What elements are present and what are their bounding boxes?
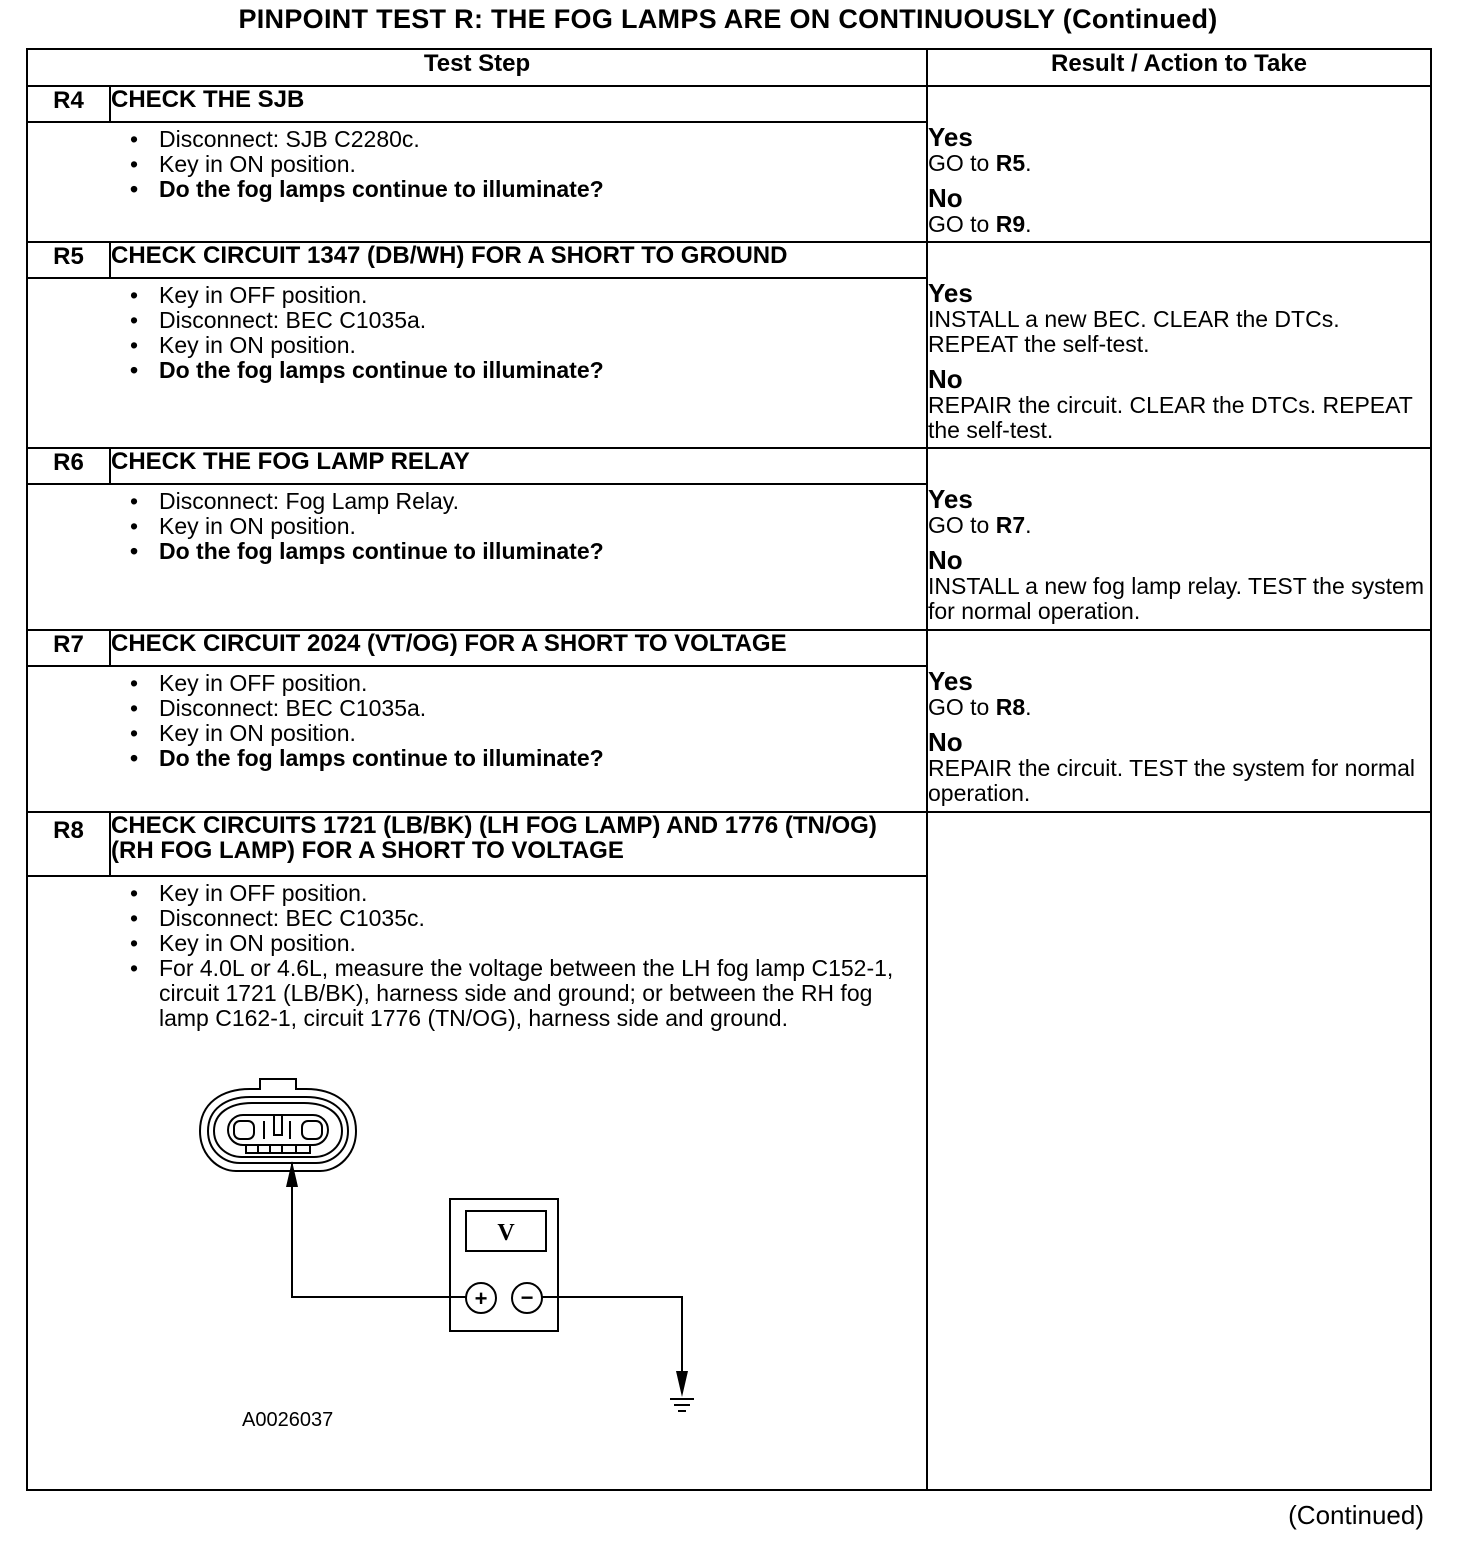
step-number: R8 xyxy=(27,812,110,876)
test-step-header: Test Step xyxy=(27,49,927,86)
step-result-empty xyxy=(927,812,1431,1490)
ground-symbol xyxy=(670,1399,694,1411)
step-number: R7 xyxy=(27,630,110,666)
step-result xyxy=(927,630,1431,812)
step-link[interactable]: R9 xyxy=(995,211,1026,237)
list-item: • Disconnect: SJB C2280c. xyxy=(122,127,914,152)
probe-lead xyxy=(292,1163,466,1297)
continued-label: (Continued) xyxy=(1288,1500,1424,1530)
list-item: • Key in OFF position. xyxy=(122,671,914,696)
list-item: • Disconnect: BEC C1035a. xyxy=(122,696,914,721)
step-question: • Do the fog lamps continue to illuminate? xyxy=(122,358,914,383)
step-instructions xyxy=(110,484,927,630)
table-header-row xyxy=(27,49,1431,86)
page-title: PINPOINT TEST R: THE FOG LAMPS ARE ON CONTINUOUSLY (Continued) xyxy=(238,4,1218,34)
no-label: No xyxy=(928,364,963,394)
step-question: • Do the fog lamps continue to illuminate? xyxy=(122,539,914,564)
list-item: • Disconnect: BEC C1035a. xyxy=(122,308,914,333)
step-name: CHECK THE SJB xyxy=(110,86,927,122)
list-item: • For 4.0L or 4.6L, measure the voltage between the LH fog lamp C152-1, circuit 1721 (LB/BK), harness side and ground; or between the RH fog lamp C162-1, circuit 1776 (TN/OG), harness side and ground. xyxy=(122,956,914,1031)
step-result xyxy=(927,242,1431,448)
step-result xyxy=(927,86,1431,242)
list-item: • Disconnect: BEC C1035c. xyxy=(122,906,914,931)
step-row-r4 xyxy=(27,86,1431,122)
list-item: • Key in ON position. xyxy=(122,333,914,358)
connector-voltmeter-diagram xyxy=(110,1031,810,1471)
yes-label: Yes xyxy=(928,278,973,308)
ground-lead xyxy=(542,1297,682,1391)
list-item: • Key in OFF position. xyxy=(122,881,914,906)
pinpoint-test-table xyxy=(26,48,1432,1491)
step-link[interactable]: R5 xyxy=(995,150,1026,176)
no-label: No xyxy=(928,545,963,575)
step-row-r7 xyxy=(27,630,1431,666)
result-header: Result / Action to Take xyxy=(927,49,1431,86)
plus-label: + xyxy=(474,1286,488,1311)
no-action: REPAIR the circuit. TEST the system for normal operation. xyxy=(928,755,1415,806)
step-name: CHECK CIRCUITS 1721 (LB/BK) (LH FOG LAMP) AND 1776 (TN/OG) (RH FOG LAMP) FOR A SHORT TO VOLTAGE xyxy=(110,812,927,876)
list-item: • Key in ON position. xyxy=(122,152,914,177)
list-item: • Disconnect: Fog Lamp Relay. xyxy=(122,489,914,514)
step-row-r8 xyxy=(27,812,1431,876)
no-action: INSTALL a new fog lamp relay. TEST the system for normal operation. xyxy=(928,573,1424,624)
voltmeter-figure xyxy=(110,1031,926,1471)
list-item: • Key in ON position. xyxy=(122,514,914,539)
minus-label: − xyxy=(520,1285,534,1310)
yes-label: Yes xyxy=(928,484,973,514)
meter-label: V xyxy=(497,1220,515,1246)
step-question: • Do the fog lamps continue to illuminate? xyxy=(122,746,914,771)
figure-id: A0026037 xyxy=(242,1409,334,1431)
step-instructions xyxy=(110,876,927,1490)
step-name: CHECK THE FOG LAMP RELAY xyxy=(110,448,927,484)
ground-arrow xyxy=(676,1371,688,1397)
list-item: • Key in ON position. xyxy=(122,721,914,746)
step-number: R4 xyxy=(27,86,110,122)
step-name: CHECK CIRCUIT 1347 (DB/WH) FOR A SHORT TO GROUND xyxy=(110,242,927,278)
no-action: GO to R9. xyxy=(928,211,1032,237)
probe-arrow xyxy=(286,1161,298,1187)
no-label: No xyxy=(928,727,963,757)
step-name: CHECK CIRCUIT 2024 (VT/OG) FOR A SHORT TO VOLTAGE xyxy=(110,630,927,666)
step-instructions xyxy=(110,666,927,812)
step-link[interactable]: R7 xyxy=(995,512,1026,538)
no-label: No xyxy=(928,183,963,213)
yes-action: INSTALL a new BEC. CLEAR the DTCs. REPEAT the self-test. xyxy=(928,306,1340,357)
list-item: • Key in ON position. xyxy=(122,931,914,956)
no-action: REPAIR the circuit. CLEAR the DTCs. REPEAT the self-test. xyxy=(928,392,1413,443)
step-question: • Do the fog lamps continue to illuminate? xyxy=(122,177,914,202)
step-link[interactable]: R8 xyxy=(995,694,1026,720)
step-result xyxy=(927,448,1431,630)
yes-label: Yes xyxy=(928,122,973,152)
list-item: • Key in OFF position. xyxy=(122,283,914,308)
step-instructions xyxy=(110,122,927,242)
step-number: R5 xyxy=(27,242,110,278)
yes-action: GO to R8. xyxy=(928,694,1032,720)
step-instructions xyxy=(110,278,927,448)
yes-action: GO to R7. xyxy=(928,512,1032,538)
step-row-r6 xyxy=(27,448,1431,484)
yes-label: Yes xyxy=(928,666,973,696)
yes-action: GO to R5. xyxy=(928,150,1032,176)
step-row-r5 xyxy=(27,242,1431,278)
step-number: R6 xyxy=(27,448,110,484)
